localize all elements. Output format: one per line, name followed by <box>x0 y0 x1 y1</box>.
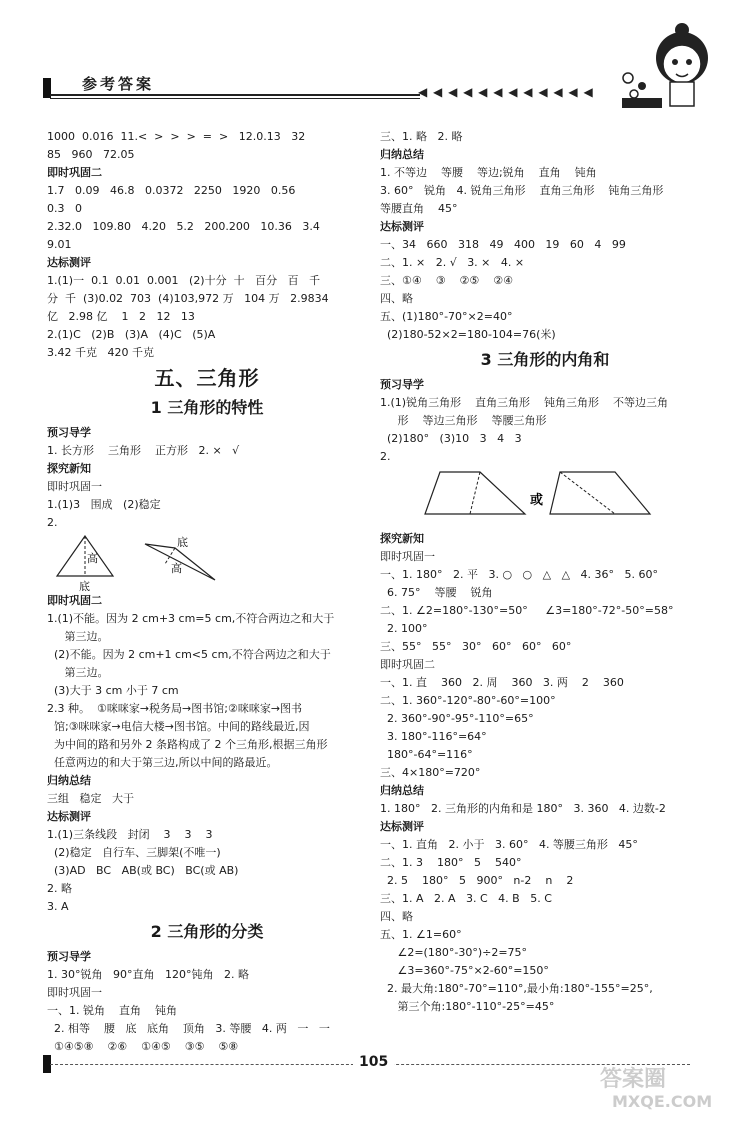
text-line: 2. 相等 腰 底 底角 顶角 3. 等腰 4. 两 一 一 <box>47 1022 330 1035</box>
subheading: 归纳总结 <box>47 774 91 787</box>
or-label: 或 <box>530 493 544 508</box>
text-line: 一、1. 直角 2. 小于 3. 60° 4. 等腰三角形 45° <box>380 838 638 851</box>
text-line: 1. 不等边 等腰 等边;锐角 直角 钝角 <box>380 166 597 179</box>
trapezoid-figures <box>380 466 710 530</box>
subheading: 探究新知 <box>380 532 424 545</box>
text-line: (2)180° (3)10 3 4 3 <box>380 432 522 445</box>
subheading: 即时巩固二 <box>47 166 102 179</box>
text-line: 0.3 0 <box>47 202 82 215</box>
subheading: 预习导学 <box>380 378 424 391</box>
text-line: 二、1. 3 180° 5 540° <box>380 856 522 869</box>
text-line: 1.(1)锐角三角形 直角三角形 钝角三角形 不等边三角 <box>380 396 669 409</box>
text-line: 2.32.0 109.80 4.20 5.2 200.200 10.36 3.4 <box>47 220 320 233</box>
cartoon-girl-icon <box>612 20 722 115</box>
text-line: 形 等边三角形 等腰三角形 <box>380 414 547 427</box>
text-line: 1.(1)三条线段 封闭 3 3 3 <box>47 828 213 841</box>
subheading: 达标测评 <box>380 220 424 233</box>
subheading: 达标测评 <box>47 810 91 823</box>
text-line: 1. 180° 2. 三角形的内角和是 180° 3. 360 4. 边数-2 <box>380 802 666 815</box>
text-line: 三、55° 55° 30° 60° 60° 60° <box>380 640 572 653</box>
subheading: 归纳总结 <box>380 148 424 161</box>
text-line: 3. A <box>47 900 69 913</box>
text-line: 1. 长方形 三角形 正方形 2. × √ <box>47 444 240 457</box>
text-line: 1.(1)3 围成 (2)稳定 <box>47 498 161 511</box>
section-title: 1 三角形的特性 <box>150 398 264 417</box>
text-line: 馆;③咪咪家→电信大楼→图书馆。中间的路线最近,因 <box>47 720 310 733</box>
text-line: 3. 60° 锐角 4. 锐角三角形 直角三角形 钝角三角形 <box>380 184 664 197</box>
trapezoid-diagram <box>380 466 710 530</box>
chapter-title: 五、三角形 <box>154 366 260 390</box>
section-title: 2 三角形的分类 <box>150 922 264 941</box>
text-line: 分 千 (3)0.02 703 (4)103,972 万 104 万 2.9834 <box>47 292 329 305</box>
text-line: 即时巩固一 <box>47 480 102 493</box>
text-line: 二、1. × 2. √ 3. × 4. × <box>380 256 525 269</box>
text-line: 即时巩固二 <box>380 658 435 671</box>
text-line: 等腰直角 45° <box>380 202 458 215</box>
header-title: 参考答案 <box>82 75 155 93</box>
text-line: 四、略 <box>380 292 413 305</box>
text-line: (2)不能。因为 2 cm+1 cm<5 cm,不符合两边之和大于 <box>47 648 331 661</box>
fig-label: 高 <box>171 562 182 575</box>
triangle-diagram <box>47 532 367 592</box>
subheading: 归纳总结 <box>380 784 424 797</box>
text-line: 2. <box>380 450 391 463</box>
text-line: (2)稳定 自行车、三脚架(不唯一) <box>47 846 221 859</box>
text-line: ∠3=360°-75°×2-60°=150° <box>380 964 549 977</box>
fig-label: 底 <box>177 536 188 549</box>
text-line: 即时巩固一 <box>47 986 102 999</box>
text-line: 任意两边的和大于第三边,所以中间的路最近。 <box>47 756 278 769</box>
text-line: 一、1. 直 360 2. 周 360 3. 两 2 360 <box>380 676 624 689</box>
text-line: 二、1. 360°-120°-80°-60°=100° <box>380 694 556 707</box>
page-header <box>0 0 750 120</box>
text-line: 五、1. ∠1=60° <box>380 928 462 941</box>
text-line: 3.42 千克 420 千克 <box>47 346 154 359</box>
text-line: 3. 180°-116°=64° <box>380 730 487 743</box>
subheading: 预习导学 <box>47 426 91 439</box>
text-line: 1. 30°锐角 90°直角 120°钝角 2. 略 <box>47 968 249 981</box>
text-line: 180°-64°=116° <box>380 748 473 761</box>
pre-lines <box>47 128 367 164</box>
page-number: 105 <box>353 1054 394 1070</box>
text-line: 一、1. 锐角 直角 钝角 <box>47 1004 177 1017</box>
text-line: (2)180-52×2=180-104=76(米) <box>380 328 556 341</box>
text-line: 四、略 <box>380 910 413 923</box>
fig-label: 底 <box>79 580 90 592</box>
text-line: 二、1. ∠2=180°-130°=50° ∠3=180°-72°-50°=58° <box>380 604 674 617</box>
subheading: 即时巩固二 <box>47 594 102 607</box>
text-line: (3)大于 3 cm 小于 7 cm <box>47 684 179 697</box>
text-line: 为中间的路和另外 2 条路构成了 2 个三角形,根据三角形 <box>47 738 328 751</box>
text-line: 2. 5 180° 5 900° n-2 n 2 <box>380 874 574 887</box>
text-line: 三、①④ ③ ②⑤ ②④ <box>380 274 513 287</box>
watermark-logo: 答案圈 <box>600 1067 667 1092</box>
text-line: 1.7 0.09 46.8 0.0372 2250 1920 0.56 <box>47 184 296 197</box>
text-line: 1000 0.016 11.< > > > = > 12.0.13 32 <box>47 130 306 143</box>
subheading: 探究新知 <box>47 462 91 475</box>
text-line: 1.(1)不能。因为 2 cm+3 cm=5 cm,不符合两边之和大于 <box>47 612 335 625</box>
text-line: 亿 2.98 亿 1 2 12 13 <box>47 310 195 323</box>
text-line: 三、4×180°=720° <box>380 766 481 779</box>
subheading: 达标测评 <box>47 256 91 269</box>
header-rule <box>50 94 420 96</box>
text-line: 2. <box>47 516 58 529</box>
triangle-figures <box>47 532 367 592</box>
left-column <box>47 128 367 1056</box>
fig-label: 高 <box>87 552 98 565</box>
text-line: 2. 略 <box>47 882 72 895</box>
header-arrows: ◀ ◀ ◀ ◀ ◀ ◀ ◀ ◀ ◀ ◀ ◀ ◀ <box>418 85 594 99</box>
text-line: 一、1. 180° 2. 平 3. ○ ○ △ △ 4. 36° 5. 60° <box>380 568 658 581</box>
text-line: 一、34 660 318 49 400 19 60 4 99 <box>380 238 626 251</box>
text-line: 第三个角:180°-110°-25°=45° <box>380 1000 555 1013</box>
header-rule-thin <box>50 98 420 99</box>
text-line: 2.3 种。 ①咪咪家→税务局→图书馆;②咪咪家→图书 <box>47 702 303 715</box>
subheading: 达标测评 <box>380 820 424 833</box>
text-line: 三、1. 略 2. 略 <box>380 130 463 143</box>
watermark-url: MXQE.COM <box>612 1092 713 1111</box>
text-line: 第三边。 <box>47 666 109 679</box>
text-line: ∠2=(180°-30°)÷2=75° <box>380 946 528 959</box>
text-line: 即时巩固一 <box>380 550 435 563</box>
text-line: 三、1. A 2. A 3. C 4. B 5. C <box>380 892 552 905</box>
text-line: 6. 75° 等腰 锐角 <box>380 586 493 599</box>
text-line: 三组 稳定 大于 <box>47 792 134 805</box>
text-line: 2. 100° <box>380 622 428 635</box>
text-line: 85 960 72.05 <box>47 148 135 161</box>
text-line: ①④⑤⑧ ②⑥ ①④⑤ ③⑤ ⑤⑧ <box>47 1040 239 1053</box>
text-line: 9.01 <box>47 238 72 251</box>
right-column <box>380 128 710 1016</box>
subheading: 预习导学 <box>47 950 91 963</box>
text-line: 1.(1)一 0.1 0.01 0.001 (2)十分 十 百分 百 千 <box>47 274 321 287</box>
text-line: 2.(1)C (2)B (3)A (4)C (5)A <box>47 328 216 341</box>
text-line: 2. 最大角:180°-70°=110°,最小角:180°-155°=25°, <box>380 982 653 995</box>
text-line: (3)AD BC AB(或 BC) BC(或 AB) <box>47 864 239 877</box>
text-line: 2. 360°-90°-95°-110°=65° <box>380 712 534 725</box>
section-title: 3 三角形的内角和 <box>480 350 610 369</box>
text-line: 五、(1)180°-70°×2=40° <box>380 310 513 323</box>
text-line: 第三边。 <box>47 630 109 643</box>
